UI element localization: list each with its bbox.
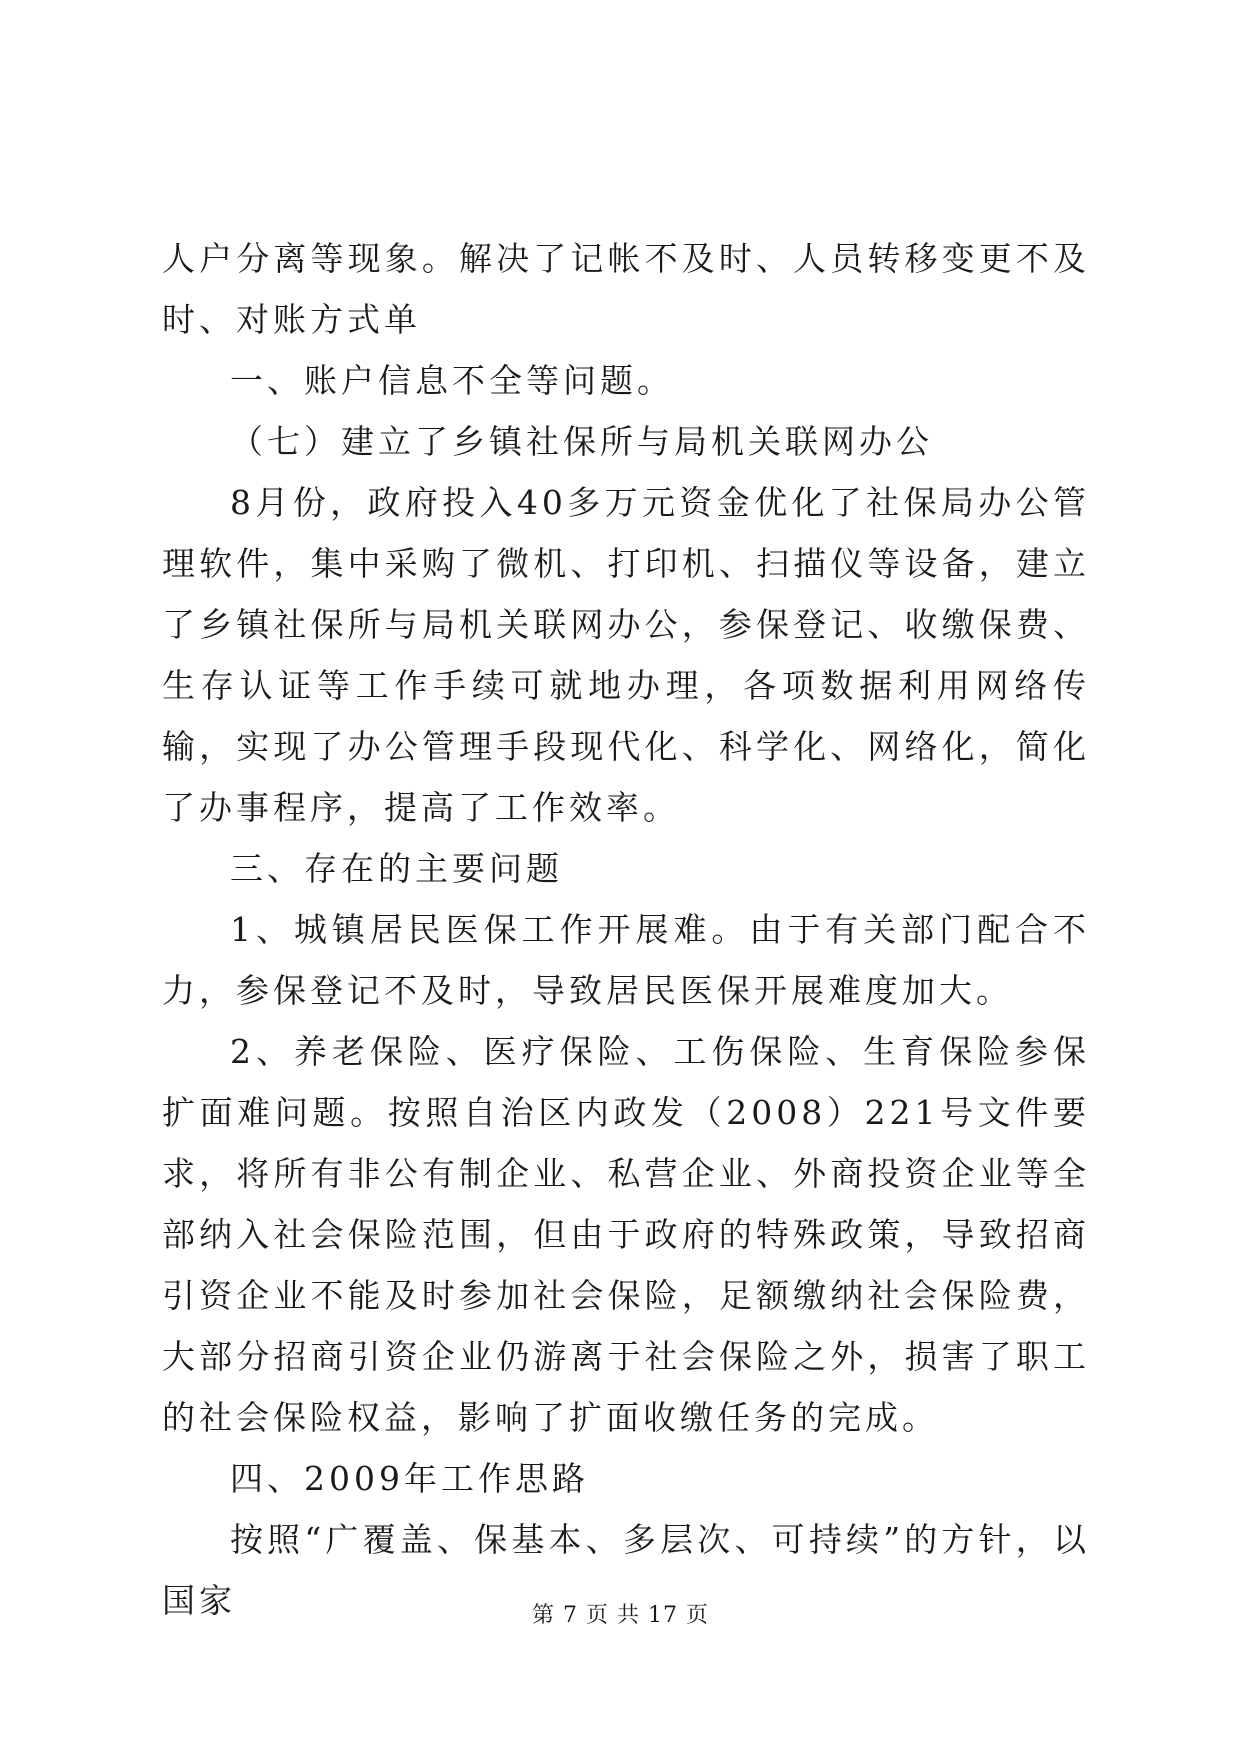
paragraph-policy-guideline: 按照“广覆盖、保基本、多层次、可持续”的方针，以国家 xyxy=(162,1520,1090,1620)
paragraph-medical-insurance: 1、城镇居民医保工作开展难。由于有关部门配合不力，参保登记不及时，导致居民医保开展难度加大。 xyxy=(162,910,1090,1010)
document-body xyxy=(162,228,1090,1631)
section-heading-main-problems: 三、存在的主要问题 xyxy=(230,849,563,888)
paragraph-account-issue: 一、账户信息不全等问题。 xyxy=(230,361,674,400)
paragraph-coverage-expansion: 2、养老保险、医疗保险、工伤保险、生育保险参保扩面难问题。按照自治区内政发（2008）221号文件要求，将所有非公有制企业、私营企业、外商投资企业等全部纳入社会保险范围，但由于政府的特殊政策，导致招商引资企业不能及时参加社会保险，足额缴纳社会保险费，大部分招商引资企业仍游离于社会保险之外，损害了职工的社会保险权益，影响了扩面收缴任务的完成。 xyxy=(162,1032,1090,1437)
paragraph-continuation: 人户分离等现象。解决了记帐不及时、人员转移变更不及时、对账方式单 xyxy=(162,239,1090,339)
paragraph-software-investment: 8月份，政府投入40多万元资金优化了社保局办公管理软件，集中采购了微机、打印机、扫描仪等设备，建立了乡镇社保所与局机关联网办公，参保登记、收缴保费、生存认证等工作手续可就地办理，各项数据利用网络传输，实现了办公管理手段现代化、科学化、网络化，简化了办事程序，提高了工作效率。 xyxy=(162,483,1090,827)
section-heading-networking: （七）建立了乡镇社保所与局机关联网办公 xyxy=(230,422,933,461)
section-heading-2009-plan: 四、2009年工作思路 xyxy=(230,1459,589,1498)
page-number-footer: 第 7 页 共 17 页 xyxy=(532,1603,709,1628)
